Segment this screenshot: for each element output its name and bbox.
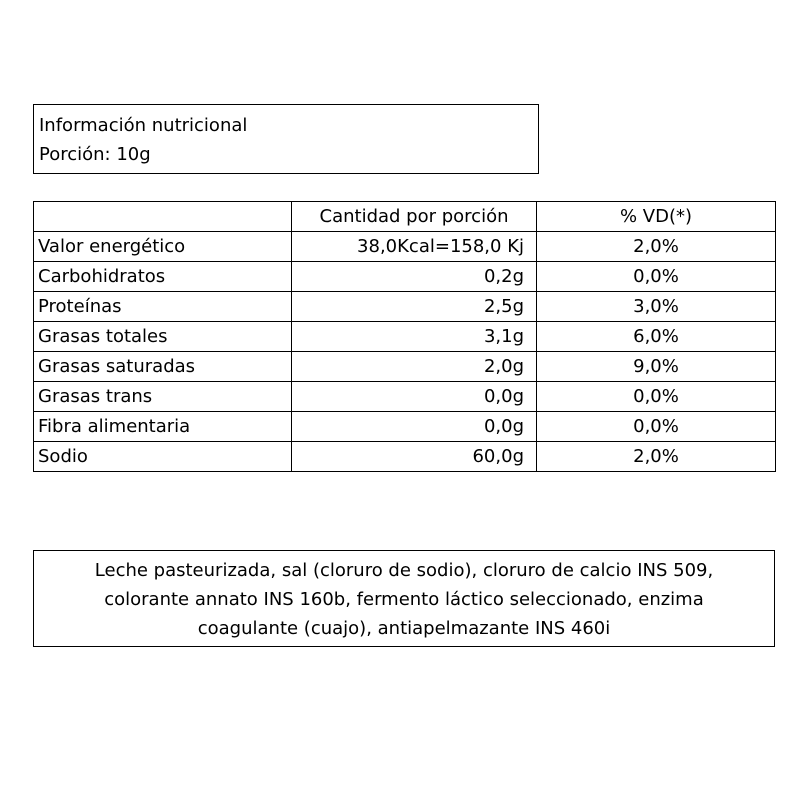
nutrient-amount: 60,0g xyxy=(292,442,537,472)
table-header-row xyxy=(34,202,776,232)
nutrient-name: Valor energético xyxy=(34,232,292,262)
nutrient-vd: 3,0% xyxy=(537,292,776,322)
nutrient-name: Grasas totales xyxy=(34,322,292,352)
nutrient-amount: 3,1g xyxy=(292,322,537,352)
nutrient-name: Grasas saturadas xyxy=(34,352,292,382)
column-header-vd: % VD(*) xyxy=(537,202,776,232)
nutrition-title: Información nutricional xyxy=(39,115,248,136)
nutrient-vd: 2,0% xyxy=(537,232,776,262)
nutrient-vd: 6,0% xyxy=(537,322,776,352)
nutrient-name: Grasas trans xyxy=(34,382,292,412)
ingredients-box xyxy=(33,550,775,647)
ingredients-line: colorante annato INS 160b, fermento láctico seleccionado, enzima xyxy=(104,589,704,610)
nutrient-amount: 2,0g xyxy=(292,352,537,382)
table-row xyxy=(34,412,776,442)
nutrition-table xyxy=(33,201,776,472)
column-header-amount: Cantidad por porción xyxy=(292,202,537,232)
nutrition-info-header xyxy=(33,104,539,174)
nutrient-amount: 0,0g xyxy=(292,412,537,442)
nutrient-vd: 0,0% xyxy=(537,412,776,442)
table-row xyxy=(34,322,776,352)
ingredients-line: coagulante (cuajo), antiapelmazante INS 460i xyxy=(197,618,611,639)
table-row xyxy=(34,232,776,262)
nutrient-name: Sodio xyxy=(34,442,292,472)
table-row xyxy=(34,352,776,382)
nutrient-name: Fibra alimentaria xyxy=(34,412,292,442)
nutrient-name: Carbohidratos xyxy=(34,262,292,292)
table-row xyxy=(34,442,776,472)
table-row xyxy=(34,262,776,292)
table-row xyxy=(34,382,776,412)
table-row xyxy=(34,292,776,322)
nutrient-vd: 9,0% xyxy=(537,352,776,382)
ingredients-line: Leche pasteurizada, sal (cloruro de sodio), cloruro de calcio INS 509, xyxy=(94,560,714,581)
nutrient-amount: 2,5g xyxy=(292,292,537,322)
column-header-nutrient xyxy=(34,202,292,232)
nutrient-vd: 2,0% xyxy=(537,442,776,472)
nutrient-amount: 0,0g xyxy=(292,382,537,412)
nutrient-name: Proteínas xyxy=(34,292,292,322)
portion-size: Porción: 10g xyxy=(39,144,151,165)
nutrient-vd: 0,0% xyxy=(537,262,776,292)
nutrient-vd: 0,0% xyxy=(537,382,776,412)
nutrient-amount: 0,2g xyxy=(292,262,537,292)
nutrient-amount: 38,0Kcal=158,0 Kj xyxy=(292,232,537,262)
